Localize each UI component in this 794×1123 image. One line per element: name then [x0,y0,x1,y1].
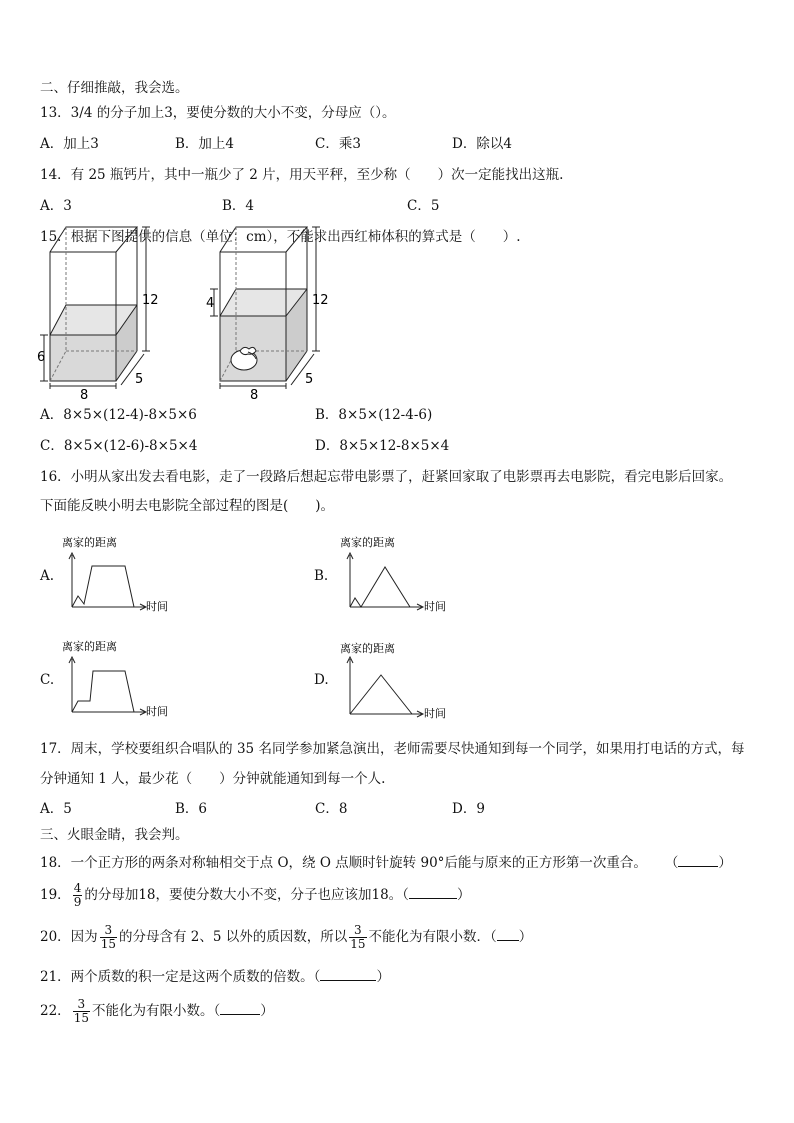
y-axis-label: 离家的距离 [62,640,117,653]
section-title-choice: 二、仔细推敲，我会选。 [40,80,189,96]
question-20: 20．因为 $\frac{3}{15}$ 的分母含有 2、5 以外的质因数，所以 $\frac{3}{15}$ 不能化为有限小数．（ ） [40,923,533,951]
x-axis-label: 时间 [424,707,446,720]
graph-c-label[interactable]: C. [40,672,55,688]
section-title-judge: 三、火眼金睛，我会判。 [40,827,189,843]
question-13-stem: 13．3/4 的分子加上3，要使分数的大小不变，分母应（）。 [40,105,396,121]
y-axis-label: 离家的距离 [340,536,395,549]
fig1-length-label: 8 [80,388,89,403]
option-c[interactable]: C．乘3 [315,136,361,152]
x-axis-label: 时间 [146,600,168,613]
option-a[interactable]: A．5 [40,801,72,817]
question-17-stem-line1: 17．周末，学校要组织合唱队的 35 名同学参加紧急演出，老师需要尽快通知到每一个同学，如果用打电话的方式，每 [40,741,745,757]
fig1-water-label: 6 [37,350,46,365]
x-axis-label: 时间 [146,705,168,718]
option-d[interactable]: D．除以4 [452,136,512,152]
fraction-3-15: $\frac{3}{15}$ [73,997,89,1025]
answer-blank[interactable] [678,852,718,867]
question-21: 21．两个质数的积一定是这两个质数的倍数。（ ） [40,966,390,986]
question-19: 19． $\frac{4}{9}$ 的分母加18，要使分数大小不变，分子也应该加18。（ ） [40,881,471,909]
fig2-length-label: 8 [250,388,259,403]
answer-blank[interactable] [409,884,457,899]
question-15-stem: 15．根据下图提供的信息（单位：cm），不能求出西红柿体积的算式是（ ）. [40,229,521,245]
fraction-3-15: $\frac{3}{15}$ [100,923,116,951]
y-axis-label: 离家的距离 [340,642,395,655]
fig2-rise-label: 4 [206,296,215,311]
option-d[interactable]: D．8×5×12-8×5×4 [315,438,450,454]
question-21-text: 21．两个质数的积一定是这两个质数的倍数。（ [40,969,321,985]
question-22-text: 不能化为有限小数。（ [91,1003,221,1019]
question-14-stem: 14．有 25 瓶钙片，其中一瓶少了 2 片，用天平秤，至少称（ ）次一定能找出这瓶. [40,167,564,183]
option-a[interactable]: A．加上3 [40,136,99,152]
fig2-width-label: 5 [305,372,314,387]
option-b[interactable]: B．加上4 [175,136,235,152]
option-b[interactable]: B．6 [175,801,208,817]
x-axis-label: 时间 [424,600,446,613]
option-b[interactable]: B．4 [222,198,255,214]
question-17-stem-line2: 分钟通知 1 人，最少花（ ）分钟就能通知到每一个人. [40,771,386,787]
graph-a-label[interactable]: A. [40,568,55,584]
question-16-stem-line2: 下面能反映小明去电影院全部过程的图是( )。 [40,498,335,514]
option-c[interactable]: C．8×5×(12-6)-8×5×4 [40,438,198,454]
option-c[interactable]: C．8 [315,801,348,817]
question-19-text: 的分母加18，要使分数大小不变，分子也应该加18。（ [84,887,409,903]
fig1-height-label: 12 [142,293,159,308]
option-d[interactable]: D．9 [452,801,485,817]
graph-b-label[interactable]: B. [314,568,329,584]
question-18-text: 18．一个正方形的两条对称轴相交于点 O，绕 O 点顺时针旋转 90°后能与原来的正方形第一次重合。 [40,855,647,871]
question-18: 18．一个正方形的两条对称轴相交于点 O，绕 O 点顺时针旋转 90°后能与原来的正方形第一次重合。 （ ） [40,852,732,872]
option-c[interactable]: C．5 [407,198,440,214]
answer-blank[interactable] [320,966,376,981]
fraction-3-15: $\frac{3}{15}$ [350,923,366,951]
y-axis-label: 离家的距离 [62,536,117,549]
graph-d-label[interactable]: D. [314,672,329,688]
fraction-4-9: $\frac{4}{9}$ [73,881,82,909]
answer-blank[interactable] [497,926,519,941]
question-22: 22． $\frac{3}{15}$ 不能化为有限小数。（ ） [40,997,274,1025]
fig1-width-label: 5 [135,372,144,387]
answer-blank[interactable] [220,1000,260,1015]
option-a[interactable]: A．3 [40,198,72,214]
option-a[interactable]: A．8×5×(12-4)-8×5×6 [40,407,197,423]
fig2-height-label: 12 [312,293,329,308]
question-16-stem-line1: 16．小明从家出发去看电影，走了一段路后想起忘带电影票了，赶紧回家取了电影票再去电影院，看完电影后回家。 [40,469,733,485]
option-b[interactable]: B．8×5×(12-4-6) [315,407,433,423]
